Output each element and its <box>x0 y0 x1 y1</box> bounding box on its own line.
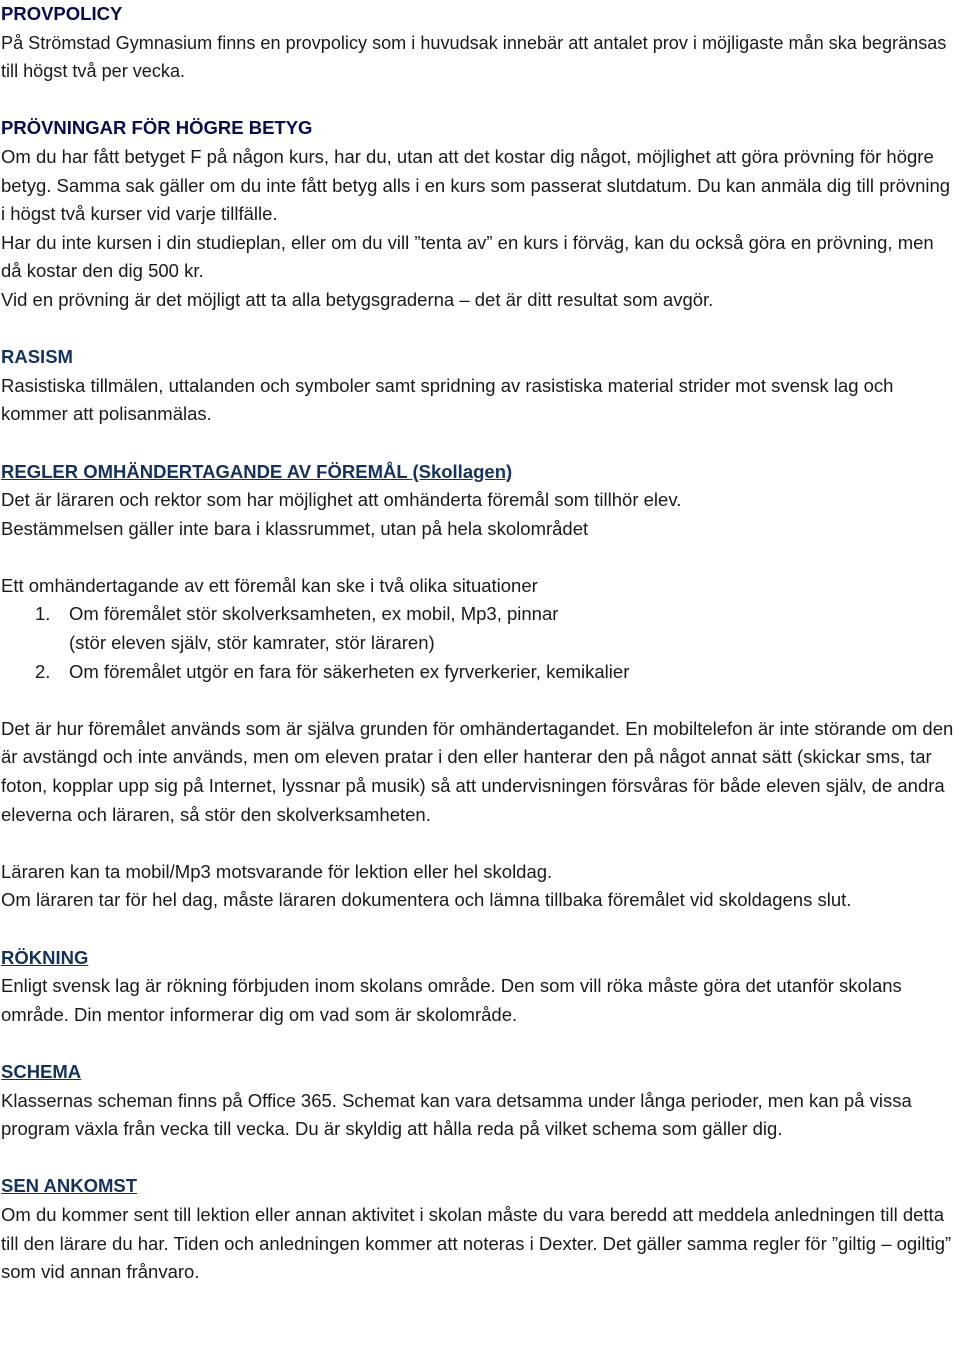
regler-paragraph-1: Det är läraren och rektor som har möjlighet att omhänderta föremål som tillhör elev. <box>1 489 682 511</box>
schema-text: Klassernas scheman finns på Office 365. Schemat kan vara detsamma under långa perioder, men kan på vissa program växla från vecka till vecka. Du är skyldig att hålla reda på vilket schema som gäller dig. <box>1 1089 912 1140</box>
list-number: 1. <box>35 603 51 625</box>
heading-schema: SCHEMA <box>1 1060 82 1082</box>
regler-paragraph-6: Om läraren tar för hel dag, måste läraren dokumentera och lämna tillbaka föremålet vid skoldagens slut. <box>1 889 852 911</box>
list-item-text: Om föremålet utgör en fara för säkerheten ex fyrverkerier, kemikalier <box>69 660 630 682</box>
heading-sen-ankomst: SEN ANKOMST <box>1 1175 138 1197</box>
section-rokning <box>1 944 956 1030</box>
regler-paragraph-3: Ett omhändertagande av ett föremål kan ske i två olika situationer <box>1 574 538 596</box>
list-item <box>1 600 956 629</box>
list-item-subtext: (stör eleven själv, stör kamrater, stör läraren) <box>69 632 435 654</box>
rokning-text: Enligt svensk lag är rökning förbjuden inom skolans område. Den som vill röka måste göra det utanför skolans område. Din mentor informerar dig om vad som är skolområde. <box>1 975 902 1025</box>
list-item-text: Om föremålet stör skolverksamheten, ex mobil, Mp3, pinnar <box>69 603 559 625</box>
provpolicy-text: På Strömstad Gymnasium finns en provpolicy som i huvudsak innebär att antalet prov i möjligaste mån ska begränsas till högst två per vecka. <box>1 32 947 82</box>
regler-paragraph-4: Det är hur föremålet används som är själva grunden för omhändertagandet. En mobiltelefon är inte störande om den är avstängd och inte används, men om eleven pratar i den eller hanterar den på något annat sätt (skickar sms, tar foton, kopplar upp sig på Internet, lyssnar på musik) så att undervisningen försvåras för både eleven själv, de andra eleverna och läraren, så stör den skolverksamheten. <box>1 717 954 825</box>
provningar-paragraph-2: Har du inte kursen i din studieplan, eller om du vill ”tenta av” en kurs i förväg, kan du också göra en prövning, men då kostar den dig 500 kr. <box>1 231 934 282</box>
heading-provningar: PRÖVNINGAR FÖR HÖGRE BETYG <box>1 117 313 139</box>
section-provpolicy <box>1 0 956 86</box>
heading-regler: REGLER OMHÄNDERTAGANDE AV FÖREMÅL (Skollagen) <box>1 460 513 482</box>
regler-paragraph-5: Läraren kan ta mobil/Mp3 motsvarande för lektion eller hel skoldag. <box>1 860 553 882</box>
list-item <box>1 658 956 687</box>
heading-rokning: RÖKNING <box>1 946 89 968</box>
list-number: 2. <box>35 660 51 682</box>
section-sen-ankomst <box>1 1172 956 1286</box>
provningar-paragraph-3: Vid en prövning är det möjligt att ta alla betygsgraderna – det är ditt resultat som avgör. <box>1 288 714 310</box>
heading-rasism: RASISM <box>1 346 73 368</box>
sen-ankomst-text: Om du kommer sent till lektion eller annan aktivitet i skolan måste du vara beredd att meddela anledningen till detta till den lärare du har. Tiden och anledningen kommer att noteras i Dexter. Det gäller samma regler för ”giltig – ogiltig” som vid annan frånvaro. <box>1 1203 952 1283</box>
section-rasism <box>1 343 956 429</box>
section-provningar <box>1 114 956 314</box>
section-regler <box>1 458 956 916</box>
section-schema <box>1 1058 956 1144</box>
regler-paragraph-2: Bestämmelsen gäller inte bara i klassrummet, utan på hela skolområdet <box>1 517 589 539</box>
provningar-paragraph-1: Om du har fått betyget F på någon kurs, har du, utan att det kostar dig något, möjlighet att göra prövning för högre betyg. Samma sak gäller om du inte fått betyg alls i en kurs som passerat slutdatum. Du kan anmäla dig till prövning i högst två kurser vid varje tillfälle. <box>1 145 951 225</box>
rasism-text: Rasistiska tillmälen, uttalanden och symboler samt spridning av rasistiska material strider mot svensk lag och kommer att polisanmälas. <box>1 374 894 425</box>
heading-provpolicy: PROVPOLICY <box>1 3 123 24</box>
